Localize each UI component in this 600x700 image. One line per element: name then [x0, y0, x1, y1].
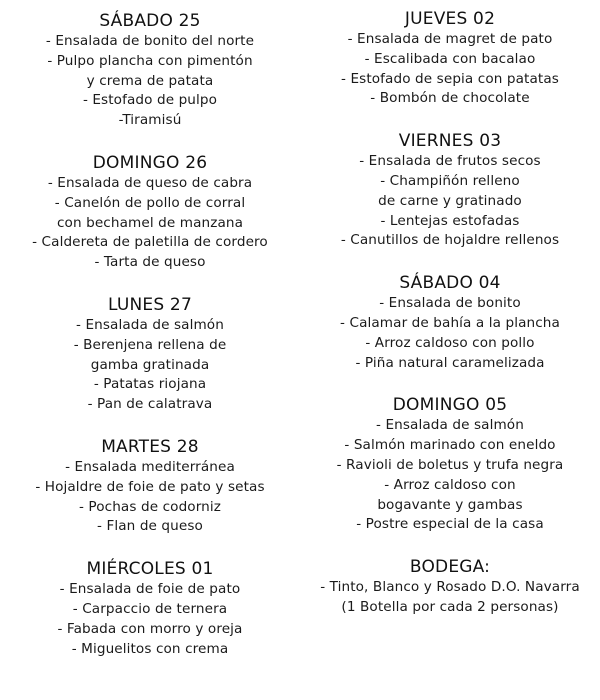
dish-line: - Piña natural caramelizada	[355, 354, 545, 371]
dish-line: - Calamar de bahía a la plancha	[340, 314, 560, 331]
dish-line: - Pochas de codorniz	[78, 498, 221, 515]
dish-line: con bechamel de manzana	[56, 214, 244, 231]
dish-line: - Canelón de pollo de corral	[54, 194, 246, 211]
day-section-domingo-05	[300, 394, 600, 535]
dish-line: - Estofado de pulpo	[82, 92, 218, 109]
bodega-section	[300, 556, 600, 618]
dish-line: - Ensalada de magret de pato	[347, 31, 553, 47]
day-title: MARTES 28	[101, 436, 199, 457]
day-section-lunes-27	[0, 294, 300, 415]
wine-note: (1 Botella por cada 2 personas)	[341, 598, 559, 615]
wine-line: - Tinto, Blanco y Rosado D.O. Navarra	[320, 579, 580, 596]
dish-line: - Salmón marinado con eneldo	[344, 437, 556, 454]
day-section-sabado-25	[0, 10, 300, 131]
dish-line: - Patatas riojana	[93, 376, 207, 393]
day-title: MIÉRCOLES 01	[86, 559, 214, 580]
dish-line: - Tarta de queso	[94, 254, 206, 271]
dish-line: - Canutillos de hojaldre rellenos	[340, 232, 560, 249]
dish-line: - Ensalada de foie de pato	[59, 581, 241, 598]
dish-line: - Ensalada de bonito	[379, 295, 521, 312]
dish-line: - Hojaldre de foie de pato y setas	[35, 478, 265, 495]
day-title: SÁBADO 25	[99, 11, 201, 31]
dish-line: - Estofado de sepia con patatas	[341, 70, 559, 87]
dish-line: - Bombón de chocolate	[370, 90, 530, 107]
dish-line: bogavante y gambas	[377, 496, 523, 513]
dish-line: - Arroz caldoso con	[384, 476, 516, 493]
day-section-sabado-04	[300, 272, 600, 373]
day-title: LUNES 27	[108, 294, 192, 315]
dish-line: - Pan de calatrava	[87, 396, 213, 413]
dish-line: - Caldereta de paletilla de cordero	[32, 234, 268, 251]
day-section-miercoles-01	[0, 558, 300, 659]
day-section-martes-28	[0, 436, 300, 537]
day-section-domingo-26	[0, 152, 300, 273]
dish-line: - Lentejas estofadas	[380, 212, 520, 229]
dish-line: -Tiramisú	[118, 112, 182, 129]
day-section-viernes-03	[300, 130, 600, 251]
day-section-jueves-02	[300, 8, 600, 109]
dish-line: de carne y gratinado	[378, 192, 522, 209]
dish-line: - Escalibada con bacalao	[364, 50, 536, 67]
day-title: SÁBADO 04	[399, 273, 501, 294]
dish-line: - Champiñón relleno	[380, 172, 520, 189]
dish-line: - Postre especial de la casa	[356, 516, 544, 533]
bodega-title: BODEGA:	[409, 557, 491, 578]
dish-line: y crema de patata	[86, 72, 214, 89]
day-title: DOMINGO 26	[92, 152, 208, 173]
day-title: DOMINGO 05	[392, 395, 508, 416]
dish-line: - Berenjena rellena de	[73, 336, 227, 353]
dish-line: - Ensalada de salmón	[76, 316, 224, 333]
right-column	[300, 0, 600, 700]
dish-line: - Ensalada de bonito del norte	[45, 33, 255, 49]
day-title: VIERNES 03	[398, 131, 502, 152]
dish-line: - Ensalada de salmón	[376, 417, 524, 434]
dish-line: - Carpaccio de ternera	[72, 600, 228, 617]
dish-line: gamba gratinada	[90, 356, 210, 373]
dish-line: - Flan de queso	[97, 518, 203, 535]
dish-line: - Ravioli de boletus y trufa negra	[336, 456, 564, 473]
dish-line: - Ensalada mediterránea	[65, 458, 235, 475]
day-title: JUEVES 02	[404, 9, 496, 29]
dish-line: - Fabada con morro y oreja	[57, 620, 243, 637]
dish-line: - Arroz caldoso con pollo	[365, 334, 535, 351]
dish-line: - Ensalada de queso de cabra	[47, 174, 253, 191]
dish-line: - Ensalada de frutos secos	[359, 153, 541, 170]
dish-line: - Miguelitos con crema	[71, 640, 229, 657]
dish-line: - Pulpo plancha con pimentón	[47, 52, 253, 69]
